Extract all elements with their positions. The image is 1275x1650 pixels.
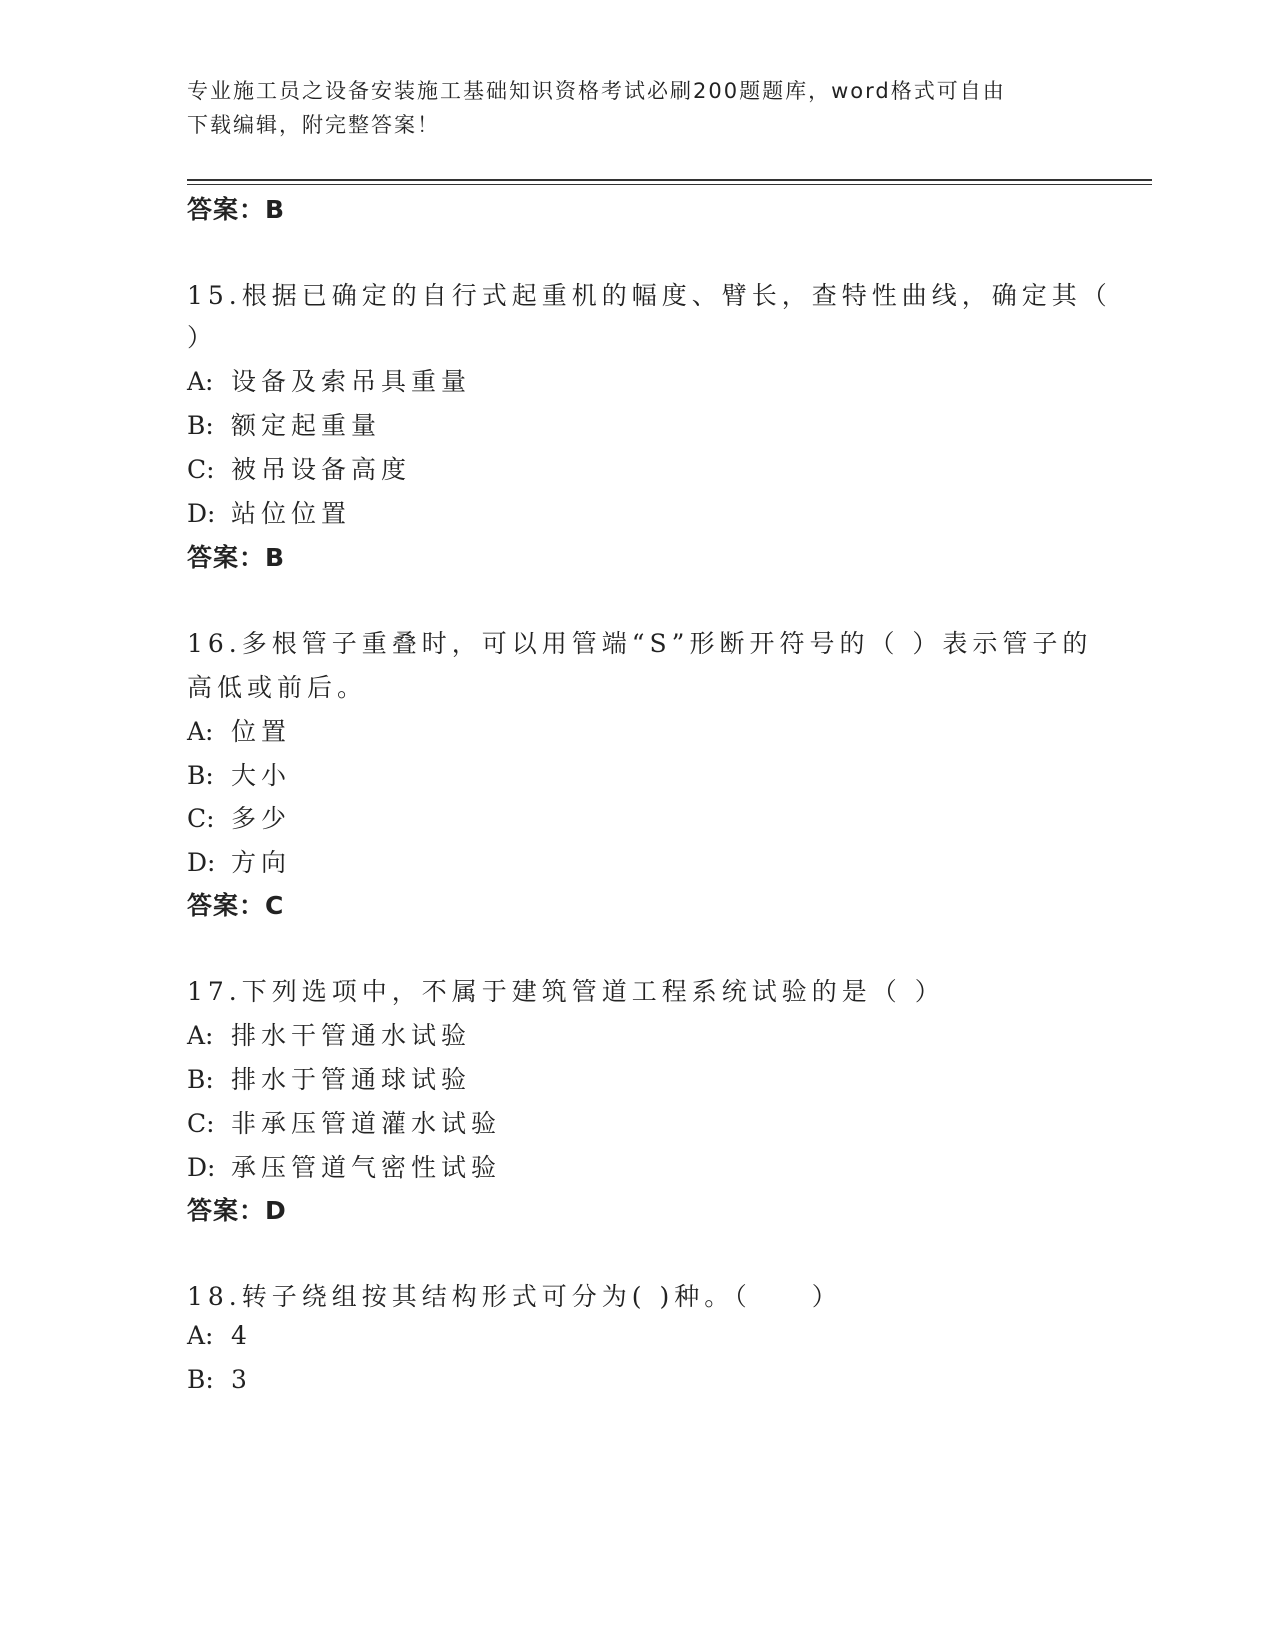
question-15-option-d (187, 494, 351, 530)
question-15-stem-line-1: 15.根据已确定的自行式起重机的幅度、臂长，查特性曲线，确定其（ (187, 281, 1112, 310)
question-17-option-c (187, 1104, 501, 1140)
option-label: A: (187, 367, 214, 396)
question-16-option-c (187, 799, 291, 835)
header-line-2: 下载编辑，附完整答案！ (187, 113, 440, 137)
question-18-stem-line-1: 18.转子绕组按其结构形式可分为( )种。（ ） (187, 1282, 842, 1311)
question-16-option-d (187, 843, 291, 879)
option-label: D: (187, 848, 216, 877)
option-text: 大小 (231, 761, 292, 790)
document-header (187, 74, 1077, 142)
answer-prev: 答案：B (187, 195, 286, 224)
question-15-option-a (187, 362, 471, 398)
option-text: 方向 (231, 848, 292, 877)
question-15-answer: 答案：B (187, 543, 286, 572)
option-text: 非承压管道灌水试验 (231, 1109, 502, 1138)
header-divider-thick (187, 179, 1152, 181)
option-text: 设备及索吊具重量 (231, 367, 472, 396)
option-text: 承压管道气密性试验 (231, 1153, 502, 1182)
option-label: A: (187, 1321, 214, 1350)
header-divider-thin (187, 184, 1152, 185)
option-text: 3 (231, 1365, 252, 1394)
question-16-stem-line-2: 高低或前后。 (187, 673, 368, 702)
option-label: C: (187, 455, 215, 484)
option-label: B: (187, 1365, 214, 1394)
option-text: 排水于管通球试验 (231, 1065, 472, 1094)
option-label: D: (187, 499, 216, 528)
question-16-option-a (187, 712, 291, 748)
option-label: B: (187, 761, 214, 790)
question-16-stem-line-1: 16.多根管子重叠时，可以用管端“S”形断开符号的（ ）表示管子的 (187, 629, 1093, 658)
option-text: 排水干管通水试验 (231, 1021, 472, 1050)
option-text: 额定起重量 (231, 411, 382, 440)
question-15-option-c (187, 450, 411, 486)
question-18-option-b (187, 1365, 252, 1394)
question-17-option-d (187, 1148, 501, 1184)
question-18-option-a (187, 1321, 252, 1350)
header-line-1: 专业施工员之设备安装施工基础知识资格考试必刷200题题库，word格式可自由 (187, 79, 1006, 103)
option-label: C: (187, 1109, 215, 1138)
question-15-option-b (187, 406, 381, 442)
option-text: 位置 (231, 717, 292, 746)
question-15-stem-line-2: ） (187, 323, 218, 352)
question-17-stem-line-1: 17.下列选项中，不属于建筑管道工程系统试验的是（ ） (187, 977, 945, 1006)
option-text: 站位位置 (231, 499, 352, 528)
option-text: 多少 (231, 804, 292, 833)
option-text: 被吊设备高度 (231, 455, 412, 484)
option-text: 4 (231, 1321, 252, 1350)
option-label: C: (187, 804, 215, 833)
question-17-answer: 答案：D (187, 1196, 287, 1225)
option-label: B: (187, 1065, 214, 1094)
option-label: A: (187, 1021, 214, 1050)
question-16-option-b (187, 756, 291, 792)
question-16-answer: 答案：C (187, 891, 285, 920)
option-label: D: (187, 1153, 216, 1182)
question-17-option-b (187, 1060, 471, 1096)
option-label: A: (187, 717, 214, 746)
option-label: B: (187, 411, 214, 440)
question-17-option-a (187, 1016, 471, 1052)
